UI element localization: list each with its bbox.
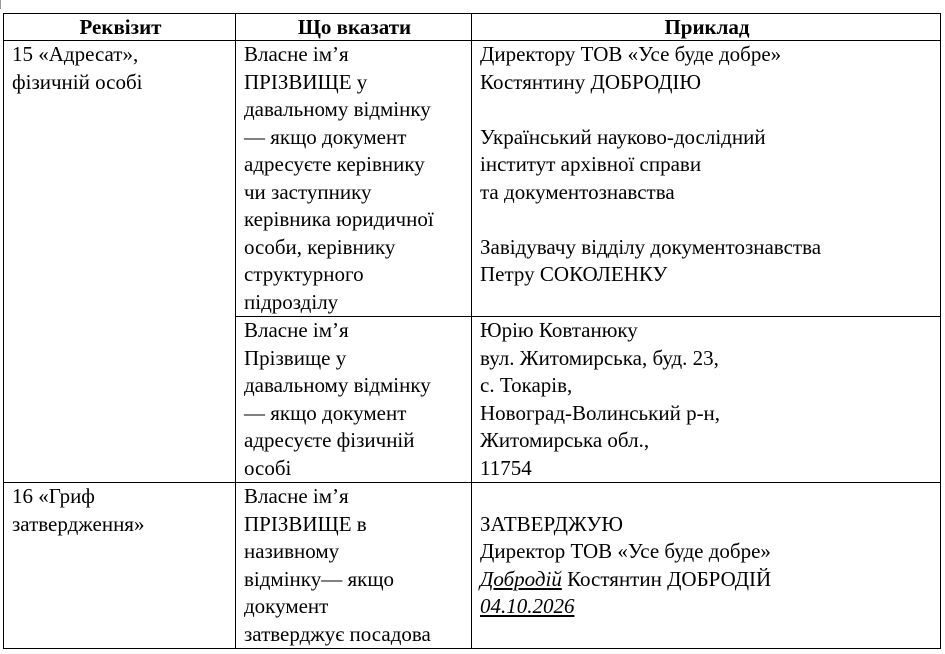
rekvizyt-text: 16 «Гриф (12, 484, 95, 508)
approver-signature-line (480, 566, 934, 594)
what-text: адресуєте керівнику (244, 152, 425, 176)
header-what: Що вказати (236, 14, 472, 41)
header-example: Приклад (472, 14, 941, 41)
what-text: Власне ім’я (244, 42, 349, 66)
example-spacer (480, 96, 934, 124)
rekvizyt-text: затвердження» (12, 511, 145, 536)
signature: Добродій (480, 566, 562, 591)
what-text: давальному відмінку (244, 373, 431, 397)
example-text: Український науково-дослідний (480, 124, 766, 149)
what-text: — якщо документ (244, 400, 407, 425)
requisites-table (3, 13, 941, 649)
example-cell (472, 41, 941, 317)
approval-date: 04.10.2026 (480, 594, 575, 618)
example-text: Петру СОКОЛЕНКУ (480, 262, 668, 286)
example-text: інститут архівної справи (480, 152, 702, 176)
what-text: структурного (244, 262, 364, 286)
rekvizyt-16-cell (4, 483, 236, 649)
example-text: 11754 (480, 455, 532, 480)
example-cell (472, 483, 941, 649)
rekvizyt-text: 15 «Адресат», (12, 42, 139, 66)
what-text: керівника юридичної (244, 207, 434, 231)
what-cell (236, 41, 472, 317)
approver-position: Директор ТОВ «Усе буде добре» (480, 539, 771, 563)
table-row-15-legal (4, 41, 941, 317)
what-cell (236, 317, 472, 483)
example-text: Костянтину ДОБРОДІЮ (480, 69, 702, 94)
example-spacer (480, 483, 934, 511)
what-text: Прізвище у (244, 345, 347, 370)
example-text: Житомирська обл., (480, 428, 650, 452)
example-text: Юрію Ковтанюку (480, 318, 638, 342)
rekvizyt-15-cell (4, 41, 236, 483)
what-text: Власне ім’я (244, 484, 349, 508)
header-rekvizyt: Реквізит (4, 14, 236, 41)
what-text: називному (244, 539, 340, 563)
example-text: вул. Житомирська, буд. 23, (480, 345, 719, 370)
what-text: чи заступнику (244, 179, 372, 204)
example-text: Новоград-Волинський р-н, (480, 400, 721, 425)
approval-label: ЗАТВЕРДЖУЮ (480, 511, 623, 536)
what-text: давальному відмінку (244, 97, 431, 121)
page-corner-mark (0, 0, 3, 9)
what-text: особі (244, 455, 292, 480)
what-text: ПРІЗВИЩЕ у (244, 69, 368, 94)
example-text: с. Токарів, (480, 373, 573, 397)
table-header-row (4, 14, 941, 41)
approver-name: Костянтин ДОБРОДІЙ (561, 566, 772, 591)
what-text: ПРІЗВИЩЕ в (244, 511, 367, 536)
rekvizyt-text: фізичній особі (12, 69, 143, 94)
example-text: Директору ТОВ «Усе буде добре» (480, 42, 782, 66)
table-row-16 (4, 483, 941, 649)
what-text: адресуєте фізичній (244, 428, 415, 452)
what-text: відмінку— якщо (244, 566, 394, 591)
what-text: особи, керівнику (244, 234, 396, 259)
example-cell (472, 317, 941, 483)
example-text: Завідувачу відділу документознавства (480, 234, 822, 259)
what-text: Власне ім’я (244, 318, 349, 342)
what-text: затверджує посадова (244, 621, 431, 646)
what-text: підрозділу (244, 289, 339, 314)
example-text: та документознавства (480, 179, 675, 204)
what-text: — якщо документ (244, 124, 407, 149)
what-cell (236, 483, 472, 649)
what-text: документ (244, 594, 329, 618)
example-spacer (480, 206, 934, 234)
approval-date-line (480, 593, 934, 621)
